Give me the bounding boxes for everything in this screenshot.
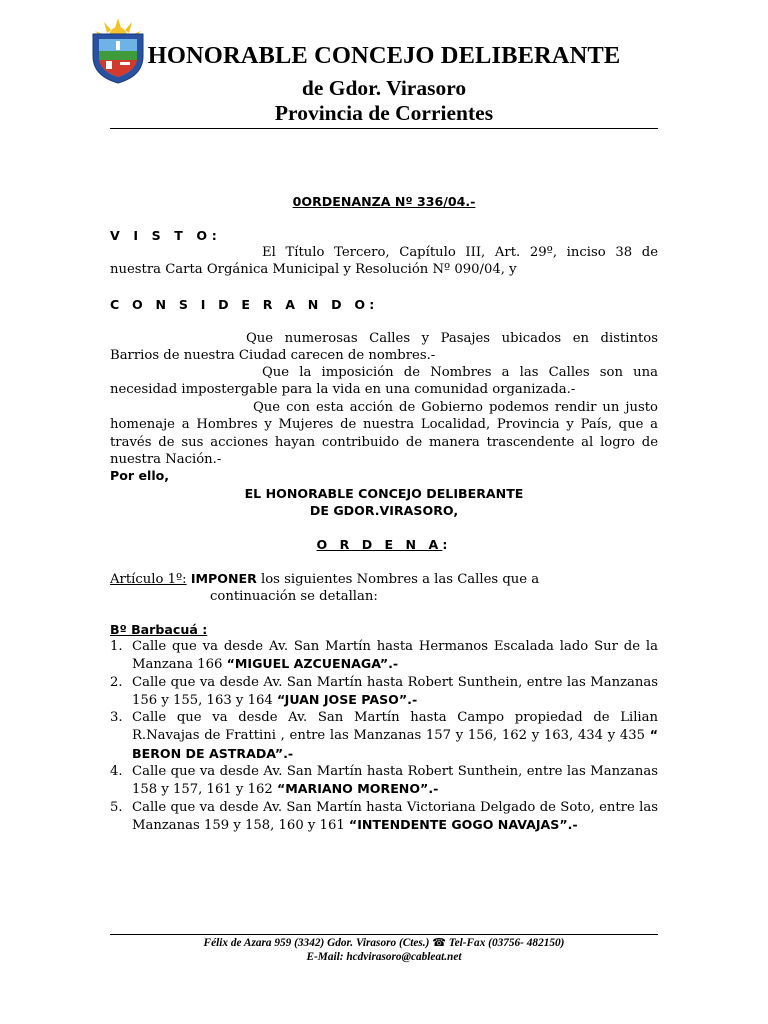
article-verb: IMPONER bbox=[190, 571, 257, 586]
list-item bbox=[110, 799, 658, 835]
street-name: “INTENDENTE GOGO NAVAJAS”.- bbox=[348, 816, 578, 832]
street-name: “JUAN JOSE PASO”.- bbox=[276, 691, 418, 707]
council-heading-2: DE GDOR.VIRASORO, bbox=[309, 503, 459, 518]
list-item-text: Calle que va desde Av. San Martín hasta Robert Sunthein, entre las Manzanas 158 y 157, 161 y 162 bbox=[132, 764, 658, 798]
visto-paragraph: El Título Tercero, Capítulo III, Art. 29º, inciso 38 de nuestra Carta Orgánica Municipal y Resolución Nº 090/04, y bbox=[110, 245, 658, 278]
article-1 bbox=[110, 570, 658, 588]
list-item-number: 3. bbox=[110, 710, 123, 726]
list-item-text: Calle que va desde Av. San Martín hasta Campo propiedad de Lilian R.Navajas de Frattini , entre las Manzanas 157 y 156, 162 y 163, 434 y 435 bbox=[132, 710, 658, 744]
list-item bbox=[110, 638, 658, 674]
list-item-text: Calle que va desde Av. San Martín hasta Hermanos Escalada lado Sur de la Manzana 166 bbox=[132, 639, 658, 673]
article-continuation: continuación se detallan: bbox=[210, 589, 378, 604]
street-name: “ BERON DE ASTRADA”.- bbox=[132, 727, 658, 761]
ordinance-title: 0ORDENANZA Nº 336/04.- bbox=[292, 194, 476, 209]
header-title: HONORABLE CONCEJO DELIBERANTE bbox=[147, 42, 621, 69]
list-item-number: 5. bbox=[110, 799, 123, 815]
list-item-text: Calle que va desde Av. San Martín hasta Robert Sunthein, entre las Manzanas 156 y 155, 163 y 164 bbox=[132, 674, 658, 708]
ordena-word: O R D E N A bbox=[316, 537, 443, 552]
considerando-paragraph-3: Que con esta acción de Gobierno podemos rendir un justo homenaje a Hombres y Mujeres de nuestra Localidad, Provincia y País, que a través de sus acciones hayan contribuido de manera trascendente al logro de nuestra Nación.- bbox=[110, 400, 658, 467]
list-item bbox=[110, 674, 658, 710]
street-name: “MIGUEL AZCUENAGA”.- bbox=[226, 656, 399, 672]
ordena-heading bbox=[110, 537, 658, 552]
list-item-number: 2. bbox=[110, 674, 123, 690]
considerando-paragraph-2: Que la imposición de Nombres a las Calles son una necesidad impostergable para la vida en una comunidad organizada.- bbox=[110, 365, 658, 398]
visto-label: V I S T O: bbox=[110, 228, 222, 243]
street-list bbox=[110, 638, 658, 834]
article-label: Artículo 1º: bbox=[110, 572, 187, 587]
ordena-colon: : bbox=[442, 537, 452, 552]
considerando-paragraph-1: Que numerosas Calles y Pasajes ubicados en distintos Barrios de nuestra Ciudad carecen de nombres.- bbox=[110, 331, 658, 364]
list-item-number: 1. bbox=[110, 639, 123, 654]
council-heading-1: EL HONORABLE CONCEJO DELIBERANTE bbox=[244, 486, 524, 501]
footer-address bbox=[110, 936, 658, 950]
phone-icon: ☎ bbox=[432, 937, 446, 949]
header-divider bbox=[110, 128, 658, 129]
header-province: Provincia de Corrientes bbox=[274, 101, 494, 125]
footer-email: E-Mail: hcdvirasoro@cableat.net bbox=[306, 951, 462, 963]
footer-phone: Tel-Fax (03756- 482150) bbox=[445, 937, 565, 949]
list-item-number: 4. bbox=[110, 764, 123, 780]
footer-address-text: Félix de Azara 959 (3342) Gdor. Virasoro (Ctes.) bbox=[203, 937, 433, 949]
considerando-label: C O N S I D E R A N D O: bbox=[110, 297, 379, 312]
list-item-text: Calle que va desde Av. San Martín hasta Victoriana Delgado de Soto, entre las Manzanas 159 y 158, 160 y 161 bbox=[132, 799, 658, 833]
article-text: los siguientes Nombres a las Calles que a bbox=[256, 572, 540, 587]
street-name: “MARIANO MORENO”.- bbox=[276, 781, 439, 797]
header-locality: de Gdor. Virasoro bbox=[301, 76, 467, 100]
list-item bbox=[110, 709, 658, 763]
footer-divider bbox=[110, 934, 658, 935]
por-ello-label: Por ello, bbox=[110, 468, 170, 483]
list-item bbox=[110, 763, 658, 799]
barrio-heading: Bº Barbacuá : bbox=[110, 622, 208, 637]
